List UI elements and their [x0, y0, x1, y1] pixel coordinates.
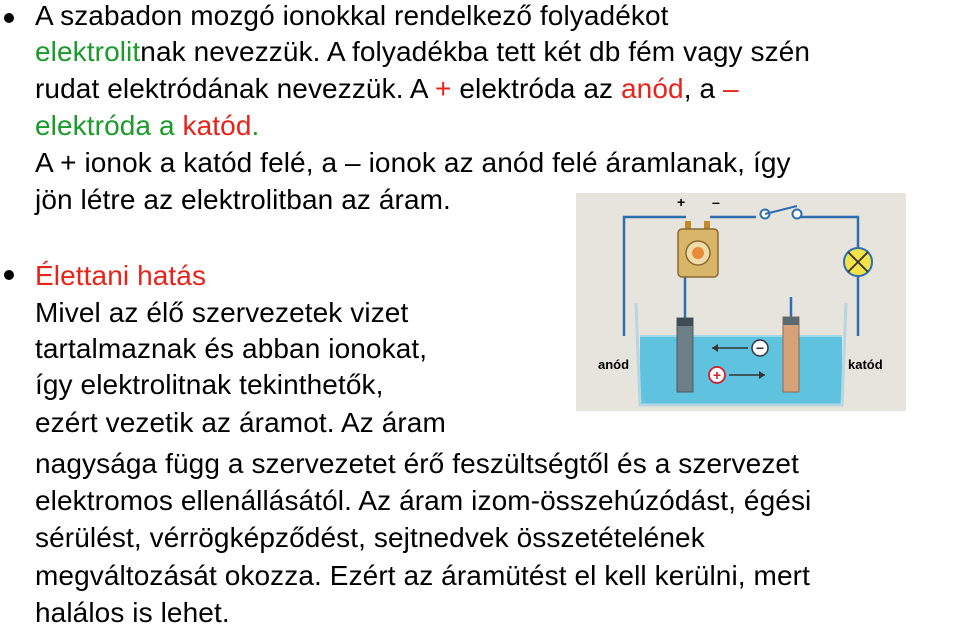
term-elektroda: elektróda a [35, 110, 183, 141]
text-line: Mivel az élő szervezetek vizet [35, 297, 409, 328]
plus-sign: + [435, 73, 452, 104]
svg-text:+: + [712, 367, 722, 383]
anode-label: anód [598, 357, 630, 372]
bullet-2 [4, 270, 14, 280]
minus-sign: – [723, 73, 739, 104]
text-span: , a [683, 73, 723, 104]
negative-ion [752, 340, 768, 356]
text-line [35, 71, 739, 107]
bullet-1 [4, 13, 14, 23]
text-line: megváltozását okozza. Ezért az áramütést el kell kerülni, mert [35, 560, 810, 591]
cathode-label: katód [848, 357, 883, 372]
text-span: nak nevezzük. A folyadékba tett két db fém vagy szén [140, 36, 811, 67]
text-line [35, 108, 259, 144]
term-elektrolit: elektrolit [35, 36, 141, 67]
cathode-electrode [783, 317, 799, 392]
bulb-icon [844, 248, 872, 276]
text-line: így elektrolitnak tekinthetők, [35, 369, 384, 400]
text-line: tartalmaznak és abban ionokat, [35, 333, 428, 364]
text-line: ezért vezetik az áramot. Az áram [35, 407, 446, 438]
anode-electrode [677, 318, 693, 392]
power-source [678, 221, 718, 277]
text-line: halálos is lehet. [35, 597, 230, 628]
electrolysis-diagram [576, 193, 906, 411]
text-span: . [251, 110, 260, 141]
svg-text:−: − [755, 340, 765, 356]
text-span: elektróda az [451, 73, 621, 104]
text-line: nagysága függ a szervezetet érő feszültségtől és a szervezet [35, 448, 799, 479]
text-line: sérülést, vérrögképződést, sejtnedvek összetételének [35, 522, 705, 553]
term-katod: katód [182, 110, 252, 141]
text-line: jön létre az elektrolitban az áram. [35, 184, 451, 215]
text-line: elektromos ellenállásától. Az áram izom-összehúzódást, égési [35, 485, 812, 516]
text-line: A + ionok a katód felé, a – ionok az anód felé áramlanak, így [35, 147, 791, 178]
terminal-plus-label: + [677, 194, 686, 210]
text-span: rudat elektródának nevezzük. A [35, 73, 436, 104]
term-anod: anód [620, 73, 684, 104]
text-line [35, 34, 810, 70]
text-line: A szabadon mozgó ionokkal rendelkező folyadékot [35, 0, 669, 31]
terminal-minus-label: – [712, 194, 720, 210]
positive-ion [709, 367, 725, 383]
section-heading: Élettani hatás [35, 260, 207, 291]
